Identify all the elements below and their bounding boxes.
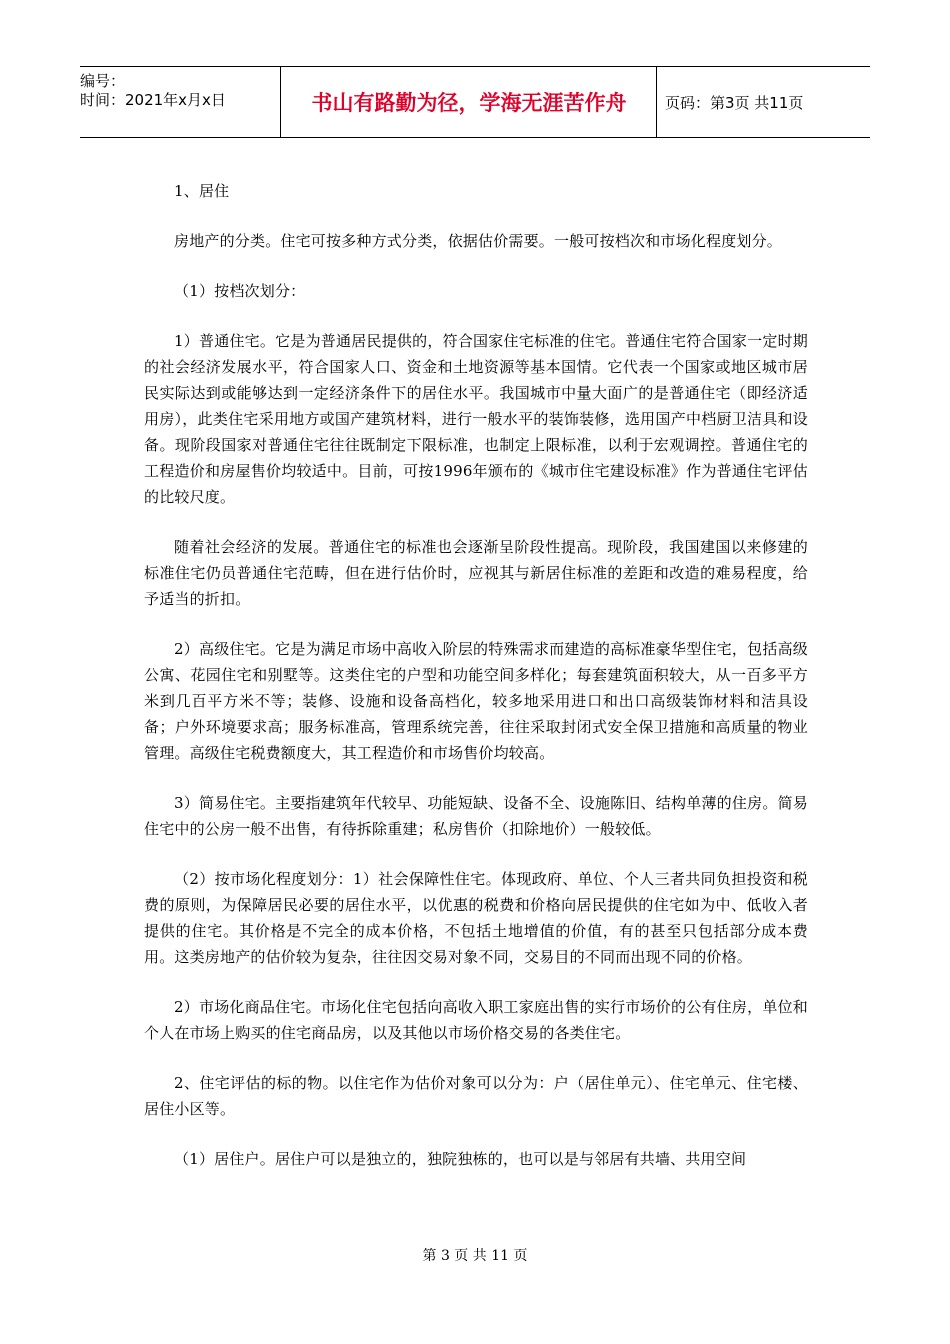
header-page-info: 页码：第3页 共11页	[665, 93, 804, 112]
paragraph: 随着社会经济的发展。普通住宅的标准也会逐渐呈阶段性提高。现阶段，我国建国以来修建的标准住宅仍员普通住宅范畴，但在进行估价时，应视其与新居住标准的差距和改造的难易程度，给予适当的折扣。	[144, 538, 808, 608]
paragraph: 房地产的分类。住宅可按多种方式分类，依据估价需要。一般可按档次和市场化程度划分。	[174, 232, 783, 250]
page-footer: 第 3 页 共 11 页	[422, 1248, 528, 1264]
header-motto: 书山有路勤为径，学海无涯苦作舟	[282, 67, 657, 137]
header-meta	[80, 67, 281, 137]
code-label: 编号：	[80, 72, 126, 90]
paragraph: 2）市场化商品住宅。市场化住宅包括向高收入职工家庭出售的实行市场价的公有住房，单位和个人在市场上购买的住宅商品房，以及其他以市场价格交易的各类住宅。	[144, 998, 808, 1042]
date-label: 时间：2021年x月x日	[80, 91, 226, 109]
paragraph: 3）简易住宅。主要指建筑年代较早、功能短缺、设备不全、设施陈旧、结构单薄的住房。简易住宅中的公房一般不出售，有待拆除重建；私房售价（扣除地价）一般较低。	[144, 794, 808, 838]
page-header	[80, 66, 870, 138]
paragraph: 2）高级住宅。它是为满足市场中高收入阶层的特殊需求而建造的高标准豪华型住宅，包括高级公寓、花园住宅和别墅等。这类住宅的户型和功能空间多样化；每套建筑面积较大，从一百多平方米到几百平方米不等；装修、设施和设备高档化，较多地采用进口和出口高级装饰材料和洁具设备；户外环境要求高；服务标准高，管理系统完善，往往采取封闭式安全保卫措施和高质量的物业管理。高级住宅税费额度大，其工程造价和市场售价均较高。	[144, 640, 808, 762]
paragraph: （1）居住户。居住户可以是独立的，独院独栋的，也可以是与邻居有共墙、共用空间	[174, 1150, 747, 1168]
document-body	[144, 178, 808, 1196]
paragraph: （2）按市场化程度划分：1）社会保障性住宅。体现政府、单位、个人三者共同负担投资和税费的原则，为保障居民必要的居住水平，以优惠的税费和价格向居民提供的住宅如为中、低收入者提供的住宅。其价格是不完全的成本价格，不包括土地增值的价值，有的甚至只包括部分成本费用。这类房地产的估价较为复杂，往往因交易对象不同，交易目的不同而出现不同的价格。	[144, 870, 808, 966]
subsection-heading: （1）按档次划分：	[174, 282, 306, 300]
paragraph: 2、住宅评估的标的物。以住宅作为估价对象可以分为：户（居住单元）、住宅单元、住宅楼、居住小区等。	[144, 1074, 808, 1118]
section-heading: 1、居住	[174, 182, 230, 200]
paragraph: 1）普通住宅。它是为普通居民提供的，符合国家住宅标准的住宅。普通住宅符合国家一定时期的社会经济发展水平，符合国家人口、资金和土地资源等基本国情。它代表一个国家或地区城市居民实际达到或能够达到一定经济条件下的居住水平。我国城市中量大面广的是普通住宅（即经济适用房），此类住宅采用地方或国产建筑材料，进行一般水平的装饰装修，选用国产中档厨卫洁具和设备。现阶段国家对普通住宅往往既制定下限标准，也制定上限标准，以利于宏观调控。普通住宅的工程造价和房屋售价均较适中。目前，可按1996年颁布的《城市住宅建设标准》作为普通住宅评估的比较尺度。	[144, 332, 808, 506]
